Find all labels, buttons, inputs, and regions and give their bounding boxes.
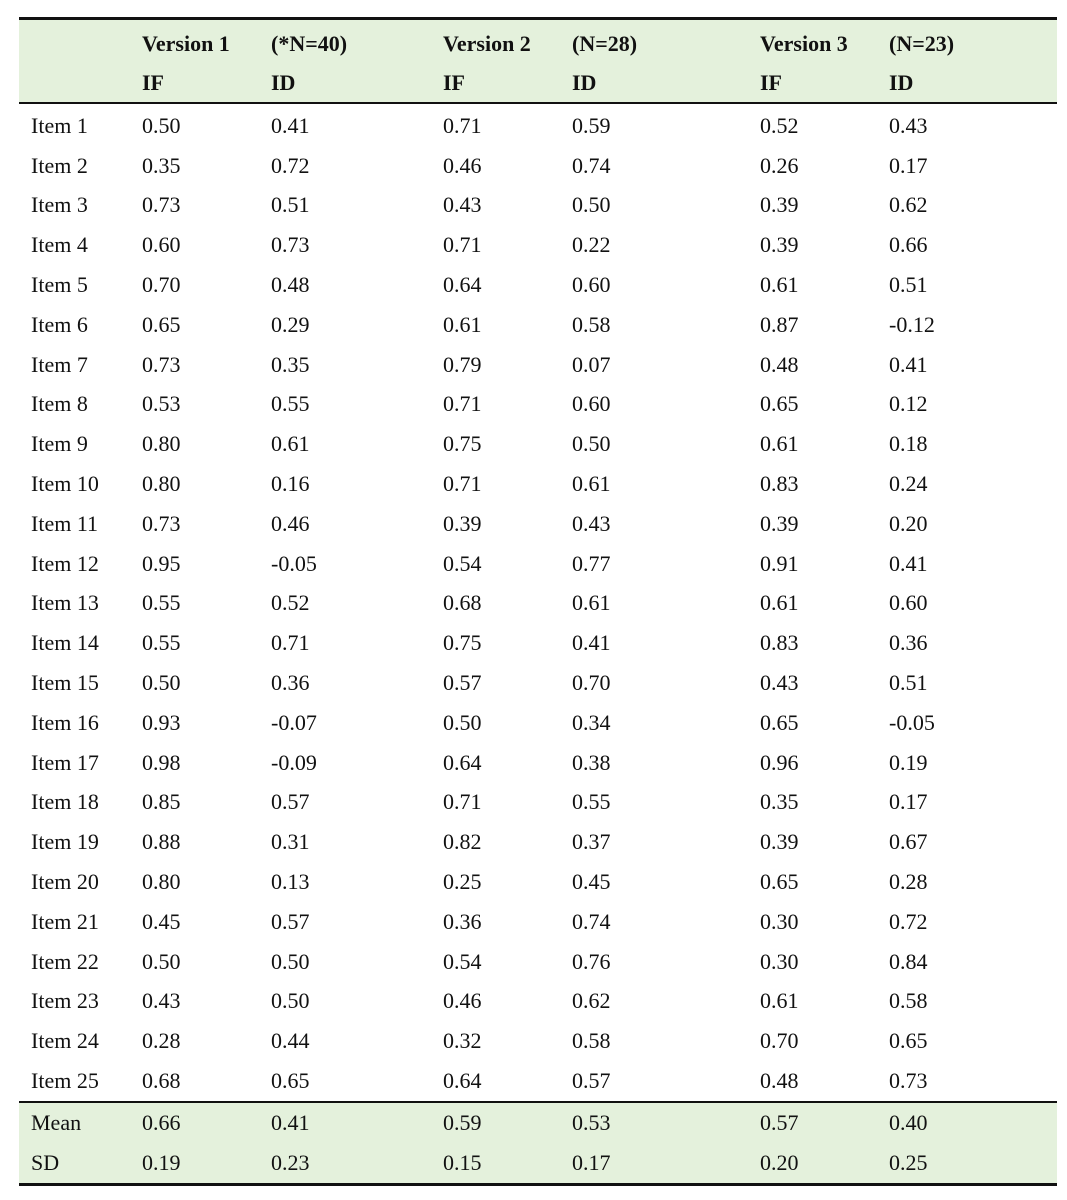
table-row	[19, 982, 1057, 1022]
table-cell: 0.29	[271, 311, 310, 337]
table-cell: 0.50	[271, 988, 310, 1014]
table-cell: 0.43	[572, 510, 611, 536]
item-analysis-table	[19, 17, 1057, 1186]
row-label: Item 18	[31, 789, 99, 815]
table-cell: 0.20	[748, 1143, 877, 1185]
table-cell: 0.50	[572, 192, 611, 218]
table-cell: 0.61	[760, 431, 799, 457]
table-cell: 0.75	[443, 431, 482, 457]
table-cell: 0.60	[572, 272, 611, 298]
row-label: Item 16	[31, 709, 99, 735]
version-1-n: (*N=40)	[259, 19, 431, 65]
row-label: Item 24	[31, 1028, 99, 1054]
table-cell: 0.20	[889, 510, 928, 536]
row-label: Item 23	[31, 988, 99, 1014]
table-cell: 0.60	[142, 232, 181, 258]
table-cell: 0.76	[572, 948, 611, 974]
table-cell: 0.43	[142, 988, 181, 1014]
table-cell: 0.68	[443, 590, 482, 616]
table-cell: -0.05	[271, 550, 317, 576]
table-cell: 0.45	[572, 869, 611, 895]
row-label: Item 9	[31, 431, 88, 457]
table-cell: 0.82	[443, 829, 482, 855]
table-cell: 0.57	[271, 789, 310, 815]
table-cell: 0.87	[760, 311, 799, 337]
table-cell: 0.77	[572, 550, 611, 576]
table-cell: 0.50	[443, 709, 482, 735]
table-cell: 0.19	[889, 749, 928, 775]
table-cell: 0.64	[443, 1068, 482, 1094]
table-cell: 0.72	[271, 152, 310, 178]
row-label: Item 7	[31, 351, 88, 377]
table-row	[19, 464, 1057, 504]
v3-if-header: IF	[748, 64, 877, 103]
table-row	[19, 146, 1057, 186]
table-cell: 0.35	[271, 351, 310, 377]
table-cell: 0.65	[760, 709, 799, 735]
header-corner	[19, 19, 130, 65]
table-cell: 0.12	[889, 391, 928, 417]
table-cell: 0.28	[142, 1028, 181, 1054]
row-label: Item 11	[31, 510, 98, 536]
table-cell: 0.80	[142, 471, 181, 497]
table-cell: 0.37	[572, 829, 611, 855]
row-label: Item 12	[31, 550, 99, 576]
summary-row	[19, 1102, 1057, 1143]
table-cell: 0.36	[443, 908, 482, 934]
table-cell: 0.96	[760, 749, 799, 775]
row-label: Item 1	[31, 112, 88, 138]
table-row	[19, 862, 1057, 902]
table-row	[19, 623, 1057, 663]
table-cell: 0.95	[142, 550, 181, 576]
table-cell: 0.41	[572, 630, 611, 656]
table-cell: 0.64	[443, 272, 482, 298]
table-cell: -0.12	[889, 311, 935, 337]
table-cell: 0.48	[271, 272, 310, 298]
table-cell: 0.55	[142, 590, 181, 616]
table-cell: 0.85	[142, 789, 181, 815]
header-row-measures	[19, 64, 1057, 103]
table-cell: 0.50	[142, 948, 181, 974]
table-cell: 0.44	[271, 1028, 310, 1054]
table-cell: 0.39	[760, 192, 799, 218]
header-corner-sub	[19, 64, 130, 103]
table-cell: 0.60	[572, 391, 611, 417]
v1-id-header: ID	[259, 64, 431, 103]
table-row	[19, 504, 1057, 544]
row-label: Item 6	[31, 311, 88, 337]
item-rows	[19, 103, 1057, 1102]
table-cell: 0.80	[142, 869, 181, 895]
table-cell: 0.41	[889, 351, 928, 377]
table-cell: 0.36	[889, 630, 928, 656]
table-cell: -0.07	[271, 709, 317, 735]
table-cell: 0.74	[572, 908, 611, 934]
table-cell: 0.23	[259, 1143, 431, 1185]
row-label: Item 4	[31, 232, 88, 258]
table-row	[19, 265, 1057, 305]
summary-rows	[19, 1102, 1057, 1185]
table-cell: -0.09	[271, 749, 317, 775]
row-label: Item 14	[31, 630, 99, 656]
table-cell: 0.46	[271, 510, 310, 536]
table-cell: 0.61	[271, 431, 310, 457]
table-cell: 0.58	[572, 1028, 611, 1054]
table-row	[19, 385, 1057, 425]
table-cell: 0.61	[443, 311, 482, 337]
v3-id-header: ID	[877, 64, 1057, 103]
row-label: Item 21	[31, 908, 99, 934]
table-row	[19, 345, 1057, 385]
version-2-name: Version 2	[431, 19, 560, 65]
table-cell: 0.61	[760, 590, 799, 616]
table-header	[19, 19, 1057, 104]
table-cell: 0.83	[760, 630, 799, 656]
table-cell: 0.65	[271, 1068, 310, 1094]
table-cell: 0.30	[760, 948, 799, 974]
table-row	[19, 544, 1057, 584]
table-cell: 0.17	[889, 152, 928, 178]
table-row	[19, 186, 1057, 226]
table-cell: 0.73	[142, 192, 181, 218]
table-cell: 0.28	[889, 869, 928, 895]
row-label: SD	[19, 1143, 130, 1185]
table-cell: 0.35	[760, 789, 799, 815]
table-cell: 0.39	[443, 510, 482, 536]
table-cell: 0.68	[142, 1068, 181, 1094]
table-cell: 0.52	[271, 590, 310, 616]
table-cell: 0.75	[443, 630, 482, 656]
table-cell: 0.70	[142, 272, 181, 298]
table-cell: 0.52	[760, 112, 799, 138]
table-row	[19, 103, 1057, 146]
table-cell: 0.70	[572, 670, 611, 696]
header-row-versions	[19, 19, 1057, 65]
version-2-n: (N=28)	[560, 19, 748, 65]
table-cell: 0.71	[443, 471, 482, 497]
row-label: Mean	[19, 1102, 130, 1143]
table-cell: 0.54	[443, 948, 482, 974]
table-cell: 0.74	[572, 152, 611, 178]
table-cell: 0.71	[443, 789, 482, 815]
table-cell: 0.46	[443, 988, 482, 1014]
table-cell: 0.36	[271, 670, 310, 696]
table-cell: 0.61	[572, 590, 611, 616]
table-cell: 0.43	[889, 112, 928, 138]
table-cell: 0.62	[889, 192, 928, 218]
item-analysis-table-container	[19, 17, 1057, 1186]
table-cell: 0.18	[889, 431, 928, 457]
table-cell: 0.32	[443, 1028, 482, 1054]
table-cell: 0.61	[760, 988, 799, 1014]
table-cell: 0.55	[271, 391, 310, 417]
table-cell: 0.41	[271, 112, 310, 138]
table-cell: 0.84	[889, 948, 928, 974]
table-cell: 0.59	[572, 112, 611, 138]
table-cell: 0.65	[142, 311, 181, 337]
table-row	[19, 942, 1057, 982]
table-cell: 0.65	[889, 1028, 928, 1054]
table-cell: 0.61	[760, 272, 799, 298]
table-cell: 0.72	[889, 908, 928, 934]
table-cell: 0.57	[572, 1068, 611, 1094]
table-cell: 0.67	[889, 829, 928, 855]
table-cell: 0.51	[271, 192, 310, 218]
row-label: Item 15	[31, 670, 99, 696]
table-cell: 0.53	[560, 1102, 748, 1143]
table-cell: 0.50	[142, 112, 181, 138]
table-row	[19, 584, 1057, 624]
table-cell: 0.30	[760, 908, 799, 934]
table-cell: 0.73	[142, 510, 181, 536]
table-cell: 0.58	[889, 988, 928, 1014]
table-row	[19, 743, 1057, 783]
table-cell: 0.48	[760, 351, 799, 377]
table-cell: 0.93	[142, 709, 181, 735]
table-cell: 0.88	[142, 829, 181, 855]
table-cell: 0.24	[889, 471, 928, 497]
table-cell: 0.07	[572, 351, 611, 377]
table-cell: 0.50	[142, 670, 181, 696]
table-cell: 0.66	[130, 1102, 259, 1143]
table-cell: 0.39	[760, 829, 799, 855]
table-cell: 0.48	[760, 1068, 799, 1094]
table-cell: 0.98	[142, 749, 181, 775]
table-cell: 0.57	[748, 1102, 877, 1143]
table-row	[19, 1061, 1057, 1102]
row-label: Item 5	[31, 272, 88, 298]
v1-if-header: IF	[130, 64, 259, 103]
table-cell: 0.73	[142, 351, 181, 377]
table-cell: 0.61	[572, 471, 611, 497]
table-cell: 0.15	[431, 1143, 560, 1185]
version-3-name: Version 3	[748, 19, 877, 65]
version-1-name: Version 1	[130, 19, 259, 65]
table-cell: 0.39	[760, 232, 799, 258]
table-cell: 0.64	[443, 749, 482, 775]
table-cell: 0.62	[572, 988, 611, 1014]
table-cell: 0.13	[271, 869, 310, 895]
table-cell: 0.22	[572, 232, 611, 258]
v2-id-header: ID	[560, 64, 748, 103]
table-cell: 0.65	[760, 869, 799, 895]
table-cell: -0.05	[889, 709, 935, 735]
table-cell: 0.31	[271, 829, 310, 855]
table-cell: 0.57	[271, 908, 310, 934]
version-3-n: (N=23)	[877, 19, 1057, 65]
row-label: Item 20	[31, 869, 99, 895]
table-cell: 0.34	[572, 709, 611, 735]
table-cell: 0.53	[142, 391, 181, 417]
table-cell: 0.51	[889, 670, 928, 696]
table-cell: 0.51	[889, 272, 928, 298]
table-cell: 0.16	[271, 471, 310, 497]
table-cell: 0.59	[431, 1102, 560, 1143]
table-row	[19, 783, 1057, 823]
table-cell: 0.55	[142, 630, 181, 656]
table-cell: 0.50	[271, 948, 310, 974]
summary-row	[19, 1143, 1057, 1185]
row-label: Item 2	[31, 152, 88, 178]
row-label: Item 13	[31, 590, 99, 616]
table-cell: 0.58	[572, 311, 611, 337]
table-cell: 0.41	[259, 1102, 431, 1143]
row-label: Item 10	[31, 471, 99, 497]
table-row	[19, 822, 1057, 862]
table-row	[19, 225, 1057, 265]
row-label: Item 19	[31, 829, 99, 855]
table-cell: 0.40	[877, 1102, 1057, 1143]
row-label: Item 22	[31, 948, 99, 974]
table-cell: 0.65	[760, 391, 799, 417]
table-cell: 0.91	[760, 550, 799, 576]
v2-if-header: IF	[431, 64, 560, 103]
table-cell: 0.71	[443, 112, 482, 138]
table-cell: 0.66	[889, 232, 928, 258]
table-row	[19, 305, 1057, 345]
table-cell: 0.71	[443, 232, 482, 258]
table-cell: 0.83	[760, 471, 799, 497]
table-cell: 0.39	[760, 510, 799, 536]
table-cell: 0.70	[760, 1028, 799, 1054]
table-row	[19, 902, 1057, 942]
table-cell: 0.60	[889, 590, 928, 616]
table-cell: 0.25	[877, 1143, 1057, 1185]
table-cell: 0.41	[889, 550, 928, 576]
table-cell: 0.71	[443, 391, 482, 417]
table-cell: 0.73	[889, 1068, 928, 1094]
table-row	[19, 424, 1057, 464]
table-row	[19, 1021, 1057, 1061]
table-cell: 0.43	[443, 192, 482, 218]
row-label: Item 8	[31, 391, 88, 417]
table-cell: 0.43	[760, 670, 799, 696]
table-cell: 0.26	[760, 152, 799, 178]
table-cell: 0.17	[560, 1143, 748, 1185]
table-cell: 0.45	[142, 908, 181, 934]
row-label: Item 17	[31, 749, 99, 775]
table-cell: 0.38	[572, 749, 611, 775]
table-cell: 0.73	[271, 232, 310, 258]
row-label: Item 3	[31, 192, 88, 218]
table-cell: 0.71	[271, 630, 310, 656]
table-row	[19, 703, 1057, 743]
table-cell: 0.55	[572, 789, 611, 815]
table-row	[19, 663, 1057, 703]
table-cell: 0.57	[443, 670, 482, 696]
table-cell: 0.25	[443, 869, 482, 895]
table-cell: 0.80	[142, 431, 181, 457]
table-cell: 0.79	[443, 351, 482, 377]
table-cell: 0.46	[443, 152, 482, 178]
table-cell: 0.50	[572, 431, 611, 457]
table-cell: 0.19	[130, 1143, 259, 1185]
table-cell: 0.35	[142, 152, 181, 178]
table-cell: 0.17	[889, 789, 928, 815]
table-cell: 0.54	[443, 550, 482, 576]
row-label: Item 25	[31, 1068, 99, 1094]
